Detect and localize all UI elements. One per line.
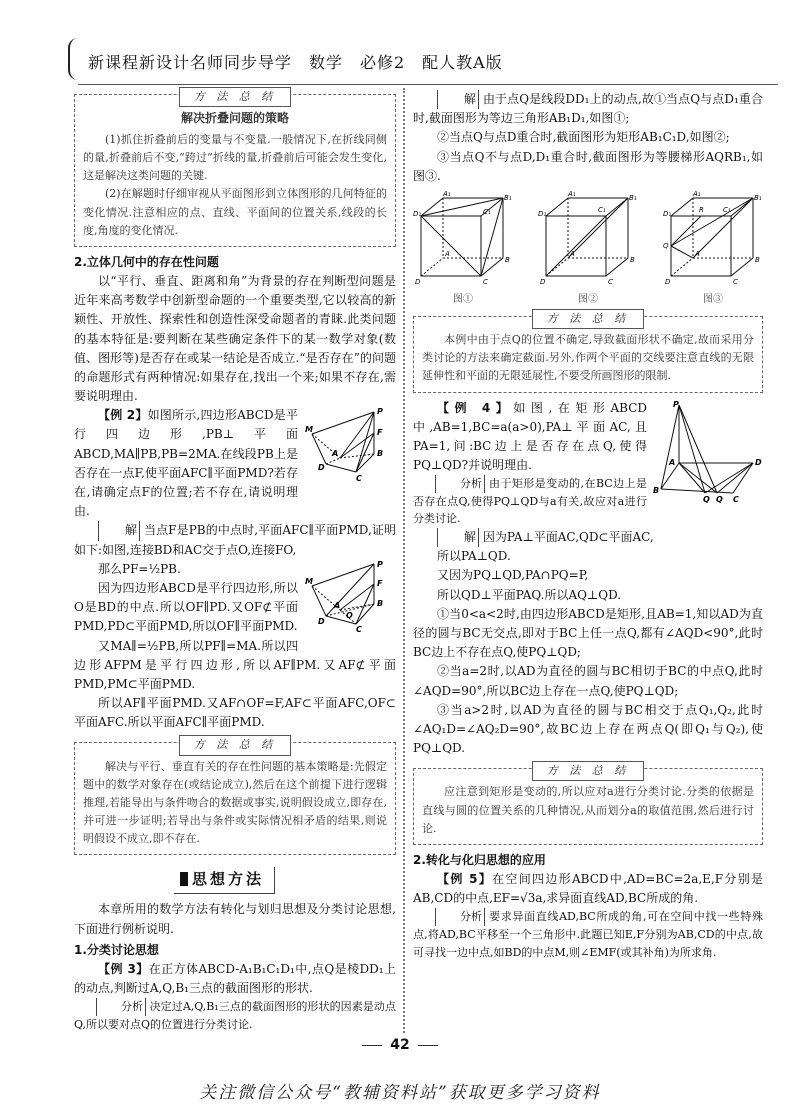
case-1: ①当0<a<2时,由四边形ABCD是矩形,且AB=1,知以AD为直径的圆与BC无交点,即对于BC上任一点Q,都有∠AQD<90°,此时BC边上不存在点Q,使PQ⊥QD; <box>413 606 763 660</box>
case-3: ③当a>2时,以AD为直径的圆与BC相交于点Q₁,Q₂,此时∠AQ₁D=∠AQ₂D=90°,故BC边上存在两点Q(即Q₁与Q₂),使PQ⊥QD. <box>413 702 763 756</box>
header-rule <box>78 84 778 85</box>
paragraph: 又因为PQ⊥QD,PA∩PQ=P, <box>437 568 589 583</box>
svg-text:B₁: B₁ <box>629 193 637 202</box>
subsection-heading: 2.转化与化归思想的应用 <box>413 852 546 867</box>
figure-caption: 图② <box>578 293 598 305</box>
svg-text:P: P <box>673 399 679 409</box>
footer-note: 关注微信公众号“教辅资料站”获取更多学习资料 <box>199 1083 601 1103</box>
column-divider <box>403 88 405 1033</box>
example-text: 在空间四边形ABCD中,AD=BC=2a,E,F分别是AB,CD的中点,EF=√3a,求异面直线AD,BC所成的角. <box>413 872 764 906</box>
paragraph: 那么PF=½PB. <box>98 561 181 576</box>
method-summary-box-1 <box>74 90 396 247</box>
svg-text:B: B <box>377 598 384 608</box>
svg-text:D: D <box>665 277 671 286</box>
svg-text:C: C <box>733 494 739 503</box>
svg-text:B: B <box>505 255 510 264</box>
method-summary-box-4 <box>413 764 763 845</box>
svg-text:A: A <box>332 449 339 459</box>
left-column <box>74 90 396 1033</box>
svg-text:C: C <box>608 277 613 286</box>
solution-start <box>413 90 763 128</box>
cube-figures <box>413 190 763 308</box>
section-title <box>174 867 275 894</box>
solution-start <box>413 528 763 547</box>
example-label: 【例 2】 <box>98 408 148 423</box>
figure-caption: 图③ <box>703 293 723 305</box>
method-summary-box-3 <box>413 311 763 393</box>
solution-label: 解 <box>98 521 140 540</box>
analysis-label: 分析 <box>435 908 485 926</box>
analysis-label: 分析 <box>96 998 146 1016</box>
svg-text:C: C <box>356 474 362 484</box>
figure-caption: 图① <box>453 293 473 305</box>
box-tag: 方 法 总 结 <box>532 761 644 781</box>
analysis-label: 分析 <box>435 475 485 493</box>
box-paragraph: 解决与平行、垂直有关的存在性问题的基本策略是:先假定题中的数学对象存在(或结论成立),然后在这个前提下进行逻辑推理,若能导出与条件吻合的数据或事实,说明假设成立,即存在,并可进一步证明;若导出与条件或实际情况相矛盾的结果,则说明假设不成立,即不存在. <box>83 759 387 846</box>
svg-text:P: P <box>377 559 383 569</box>
page-number-text: 42 <box>390 1037 410 1053</box>
example-label: 【例 3】 <box>98 961 149 976</box>
example-text: 如图所示,四边形ABCD是平行四边形,PB⊥平面ABCD,MA∥PB,PB=2MA.在线段PB上是否存在一点F,使平面AFC∥平面PMD?若存在,请确定点F的位置;若不存在,请说明理由. <box>74 408 298 519</box>
solution-label: 解 <box>437 528 479 547</box>
svg-text:Q: Q <box>716 494 723 503</box>
svg-text:Q: Q <box>703 494 710 503</box>
case-2: ②当a=2时,以AD为直径的圆与BC相切于BC的中点Q,此时∠AQD=90°,所以BC边上存在一点Q,使PQ⊥QD; <box>413 664 763 698</box>
svg-text:B: B <box>630 255 635 264</box>
box-tag: 方 法 总 结 <box>532 309 644 329</box>
analysis <box>74 998 396 1033</box>
subsection-heading: 1.分类讨论思想 <box>74 942 159 957</box>
svg-text:O: O <box>346 610 353 620</box>
paragraph: 又MA∥=½PB,所以PF∥=MA.所以四边形AFPM是平行四边形,所以AF∥PM.又AF⊄平面PMD,PM⊂平面PMD. <box>74 638 396 691</box>
box-tag: 方 法 总 结 <box>179 735 291 755</box>
example-3 <box>74 960 396 998</box>
paragraph: ②当点Q与点D重合时,截面图形为矩形AB₁C₁D,如图②; <box>437 130 730 145</box>
example2-figure <box>304 406 396 486</box>
svg-text:M: M <box>305 425 313 435</box>
section-title-text: 思想方法 <box>192 870 265 889</box>
svg-text:A₁: A₁ <box>568 189 576 198</box>
analysis-text: 要求异面直线AD,BC所成的角,可在空间中找一些特殊点,将AD,BC平移至一个三角形中.此题已知E,F分别为AB,CD的中点,故可寻找一边中点,如BD的中点M,则∠EMF(或其补角)为所求角. <box>413 910 763 959</box>
solution-text: 由于点Q是线段DD₁上的动点,故①当点Q与点D₁重合时,截面图形为等边三角形AB₁D₁,如图①; <box>413 92 763 126</box>
subsection-heading: 2.立体几何中的存在性问题 <box>74 254 219 269</box>
svg-text:D: D <box>540 277 546 286</box>
svg-text:D: D <box>755 457 762 467</box>
paragraph: 所以QD⊥平面PAQ.所以AQ⊥QD. <box>437 587 622 602</box>
svg-text:C: C <box>733 277 738 286</box>
running-header: 新课程新设计名师同步导学 数学 必修2 配人教A版 <box>88 53 503 72</box>
svg-text:B₁: B₁ <box>754 193 762 202</box>
svg-text:B: B <box>377 449 384 459</box>
example-text: 在正方体ABCD-A₁B₁C₁D₁中,点Q是棱DD₁上的动点,判断过A,Q,B₁三点的截面图形的形状. <box>74 961 396 996</box>
solution-start <box>74 521 396 559</box>
svg-text:B: B <box>755 255 760 264</box>
svg-text:C₁: C₁ <box>483 207 491 216</box>
solution-label: 解 <box>437 90 479 109</box>
box-paragraph: (2)在解题时仔细审视从平面图形到立体图形的几何特征的变化情况.注意相应的点、直线、平面间的位置关系,线段的长度,角度的变化情况. <box>83 187 387 237</box>
svg-text:C₁: C₁ <box>723 205 731 214</box>
svg-text:M: M <box>305 576 313 586</box>
svg-text:C: C <box>356 624 362 634</box>
svg-text:A: A <box>669 457 676 467</box>
cube-figure-3 <box>663 190 763 308</box>
box-title: 解决折叠问题的策略 <box>180 111 289 126</box>
right-column <box>413 90 763 961</box>
analysis <box>413 908 763 961</box>
box-paragraph: 应注意到矩形是变动的,所以应对a进行分类讨论.分类的依据是直线与圆的位置关系的几种情况,从而划分a的取值范围,然后进行讨论. <box>422 785 754 835</box>
header-bracket <box>68 38 80 80</box>
paragraph: 以“平行、垂直、距离和角”为背景的存在判断型问题是近年来高考数学中创新型命题的一个重要类型,它以较高的新颖性、开放性、探索性和创造性深受命题者的青睐.此类问题的基本特征是:要判断在某些确定条件下的某一数学对象(数值、图形等)是否存在或某一结论是否成立.“是否存在”的问题的命题形式有两种情况:如果存在,找出一个来;如果不存在,需要说明理由. <box>74 273 396 404</box>
svg-text:F: F <box>377 428 383 438</box>
svg-text:D: D <box>415 277 421 286</box>
svg-text:A: A <box>445 249 450 258</box>
svg-text:P: P <box>377 407 383 417</box>
paragraph: 所以AF∥平面PMD.又AF∩OF=F,AF⊂平面AFC,OF⊂平面AFC.所以平面AFC∥平面PMD. <box>74 696 396 730</box>
example4-figure <box>653 399 763 503</box>
svg-text:C₁: C₁ <box>598 205 606 214</box>
paragraph: 因为四边形ABCD是平行四边形,所以O是BD的中点.所以OF∥PD.又OF⊄平面PMD,PD⊂平面PMD,所以OF∥平面PMD. <box>74 580 298 634</box>
example-label: 【例 4】 <box>437 400 514 415</box>
svg-text:Q: Q <box>663 241 669 250</box>
svg-text:F: F <box>377 578 383 588</box>
paragraph: 本章所用的数学方法有转化与划归思想及分类讨论思想,下面进行例析说明. <box>74 902 396 936</box>
example2-solution-figure <box>304 560 396 634</box>
analysis-text: 决定过A,Q,B₁三点的截面图形的形状的因素是动点Q,所以要对点Q的位置进行分类讨论. <box>74 1000 396 1031</box>
section-bullet-icon <box>180 872 188 886</box>
svg-text:D₁: D₁ <box>663 209 672 218</box>
svg-text:D₁: D₁ <box>413 209 422 218</box>
box-paragraph: (1)抓住折叠前后的变量与不变量.一般情况下,在折线同侧的量,折叠前后不变,“跨过”折线的量,折叠前后可能会发生变化,这是解决这类问题的关键. <box>83 132 387 183</box>
cube-figure-2 <box>538 190 638 308</box>
svg-text:D₁: D₁ <box>538 209 547 218</box>
solution-text: 因为PA⊥平面AC,QD⊂平面AC, <box>482 530 654 545</box>
svg-text:A: A <box>570 249 575 258</box>
example-label: 【例 5】 <box>437 872 493 887</box>
example-text: 如图,在矩形ABCD中,AB=1,BC=a(a>0),PA⊥平面AC,且PA=1,问:BC边上是否存在点Q,使得PQ⊥QD?并说明理由. <box>413 400 648 473</box>
svg-text:A: A <box>695 249 700 258</box>
solution-text: 当点F是PB的中点时,平面AFC∥平面PMD,证明如下:如图,连接BD和AC交于点O,连接FO, <box>74 523 396 557</box>
cube-figure-1 <box>413 190 513 308</box>
svg-text:B: B <box>653 485 660 495</box>
svg-text:C: C <box>483 277 488 286</box>
analysis-text: 由于矩形是变动的,在BC边上是否存在点Q,使得PQ⊥QD与a有关,故应对a进行分类讨论. <box>413 477 647 526</box>
box-tag: 方 法 总 结 <box>179 87 291 107</box>
svg-text:B₁: B₁ <box>504 193 512 202</box>
page-number <box>0 1037 800 1053</box>
svg-text:A₁: A₁ <box>693 189 701 198</box>
svg-text:A: A <box>334 600 341 610</box>
svg-text:D: D <box>318 463 325 473</box>
svg-text:R: R <box>699 205 704 214</box>
paragraph: ③当点Q不与点D,D₁重合时,截面图形为等腰梯形AQRB₁,如图③. <box>413 149 763 183</box>
svg-text:D: D <box>318 616 325 626</box>
box-paragraph: 本例中由于点Q的位置不确定,导致截面形状不确定,故而采用分类讨论的方法来确定截面.另外,作两个平面的交线要注意直线的无限延伸性和平面的无限延展性,不要受所画图形的限制. <box>422 333 754 383</box>
example-5 <box>413 870 763 908</box>
method-summary-box-2 <box>74 738 396 855</box>
svg-text:A₁: A₁ <box>443 189 451 198</box>
paragraph: 所以PA⊥QD. <box>437 549 511 564</box>
